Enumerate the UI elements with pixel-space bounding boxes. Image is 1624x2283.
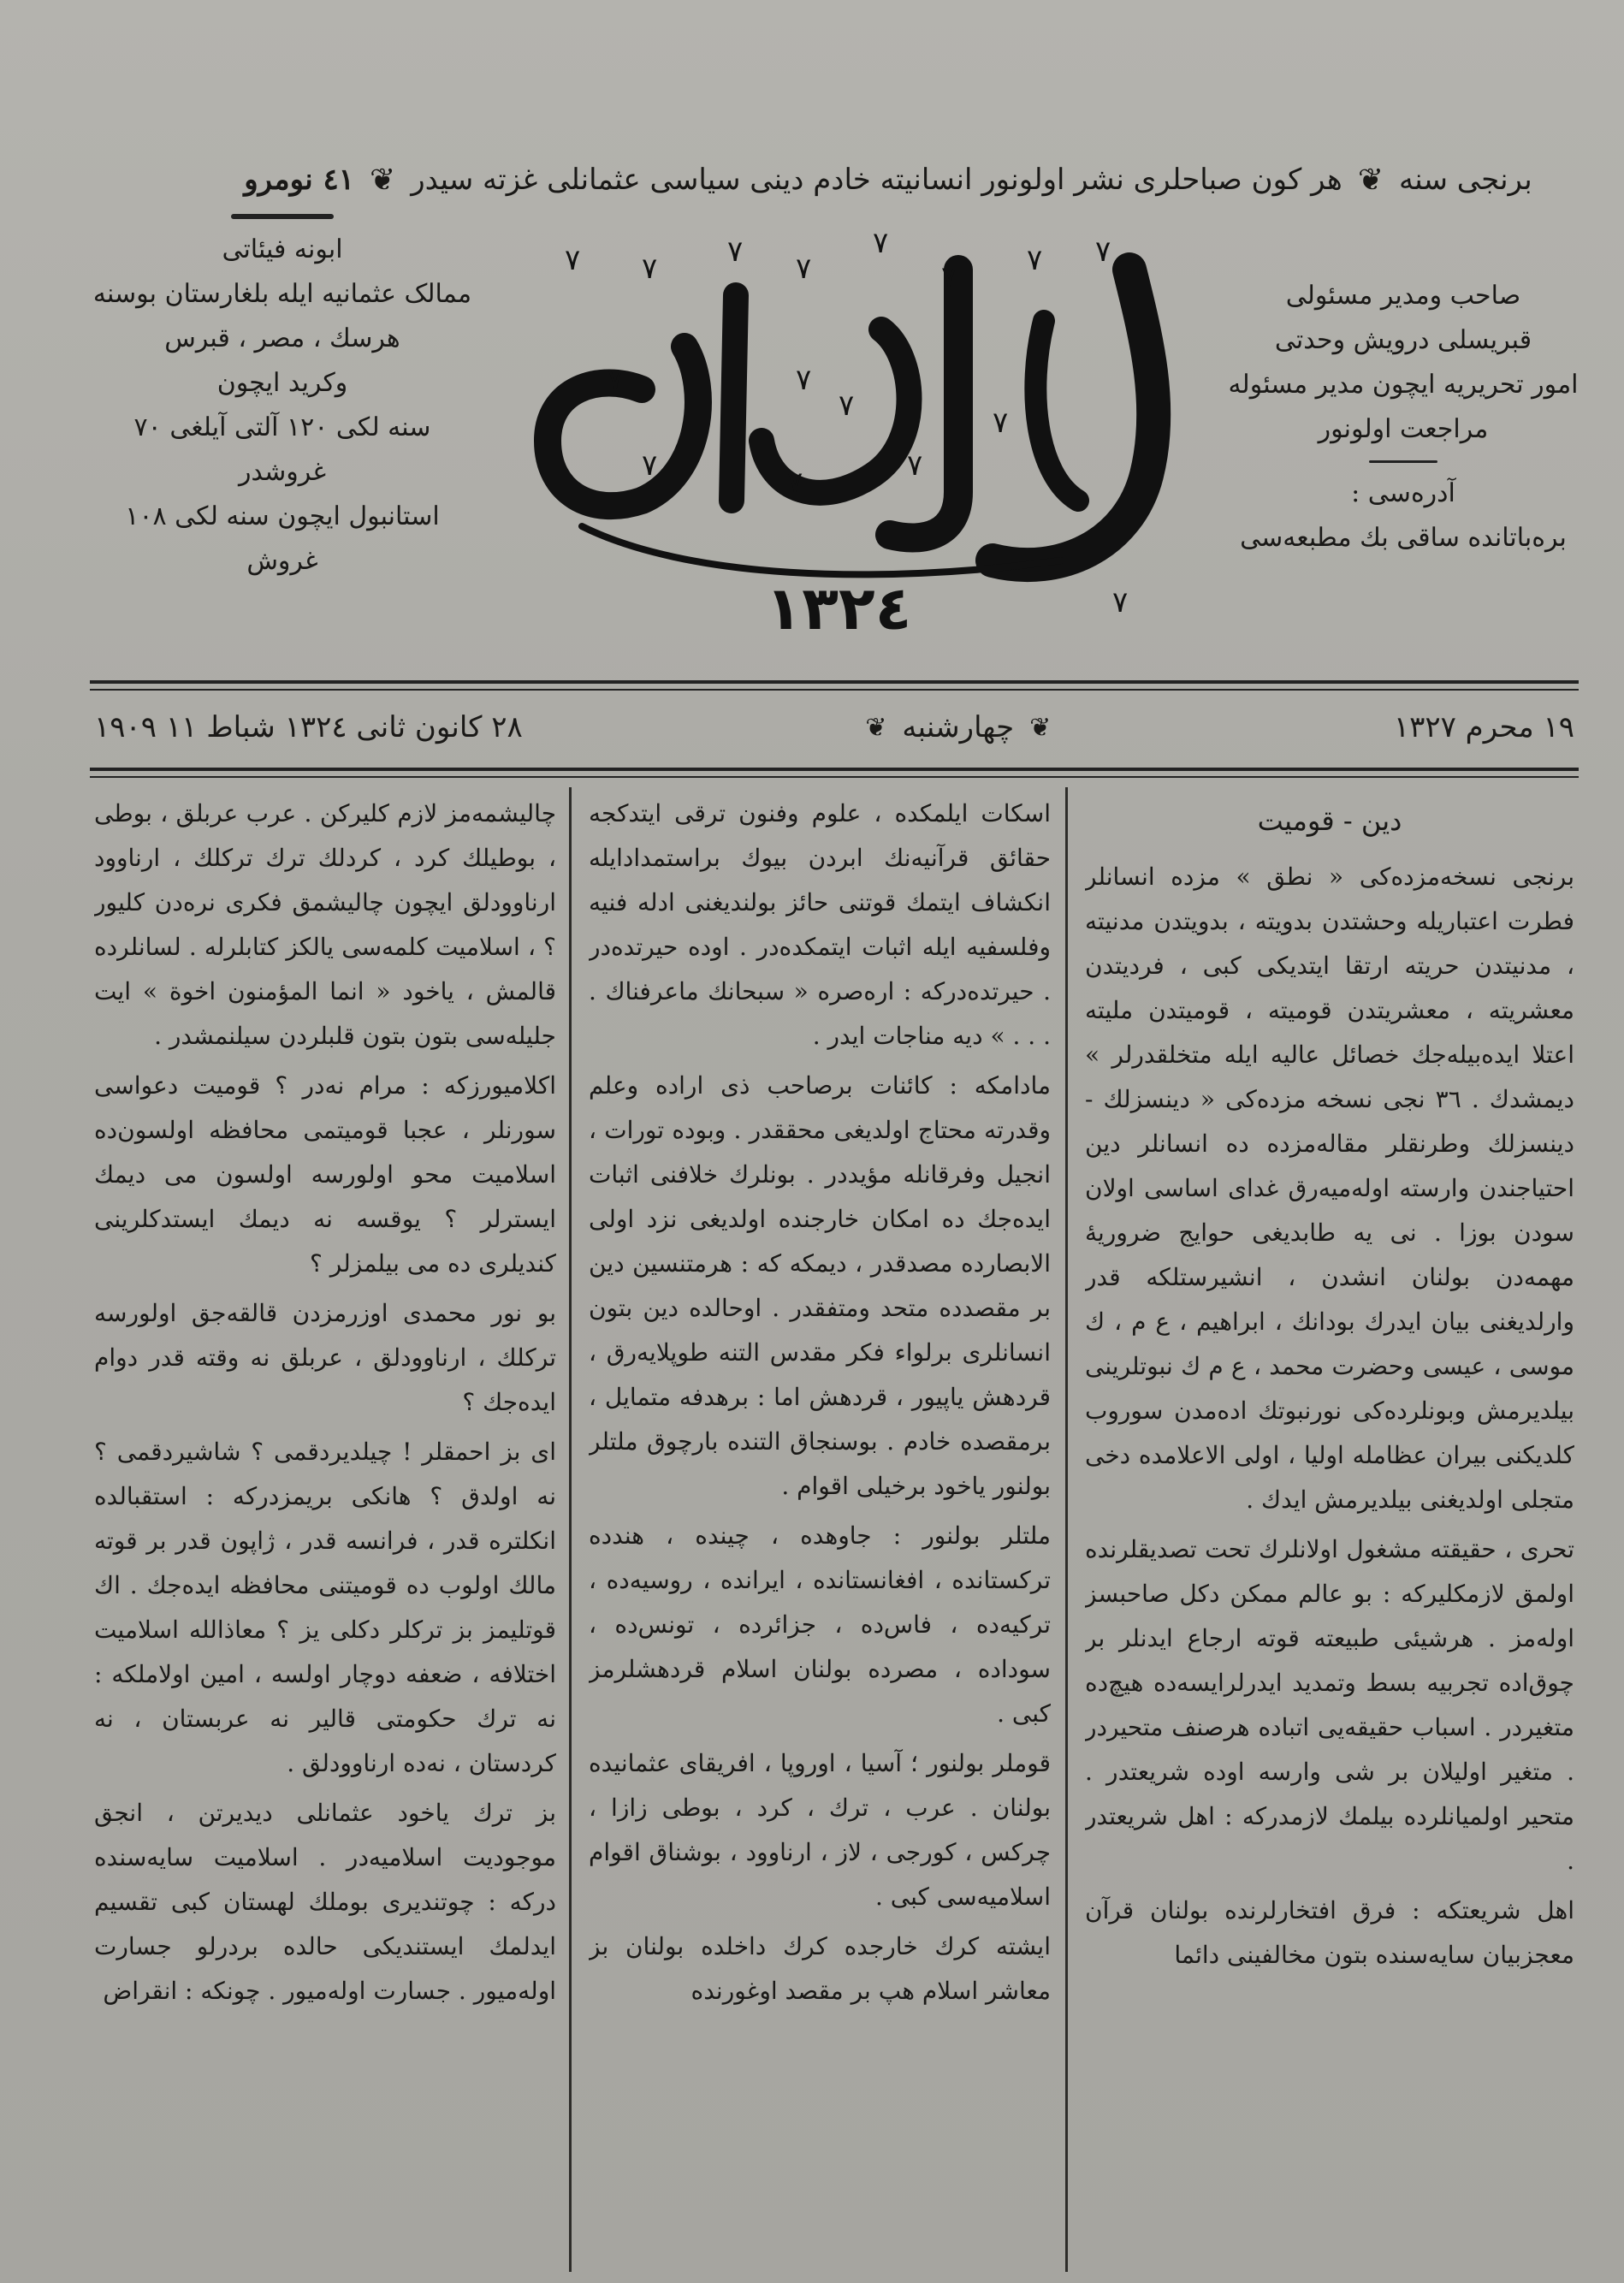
- paragraph: اکلامیورزکه : مرام نه‌در ؟ قومیت دعواسی سورنلر ، عجبا قومیتمی محافظه اولسون‌ده اسلامیت محو اولورسه اولسون می دیمك ایسترلر ؟ یوقسه نه دیمك ایستدکلرینی کندیلری ده می بیلمزلر ؟: [94, 1071, 556, 1278]
- tagline: هر کون صباحلری نشر اولونور انسانیته خادم دینی سیاسی عثمانلی غزته سیدر: [411, 163, 1342, 197]
- svg-text:٧: ٧: [608, 363, 624, 397]
- gregorian-dates: ٢٨ کانون ثانی ١٣٢٤ شباط ١١ ١٩٠٩: [94, 710, 523, 744]
- masthead-calligraphy: [513, 218, 1181, 646]
- svg-text:٧: ٧: [642, 448, 658, 483]
- svg-text:٧: ٧: [839, 388, 855, 423]
- divider: [90, 768, 1579, 771]
- editor-line: امور تحریریه ایچون مدیر مسئوله: [1228, 370, 1579, 400]
- svg-text:٧: ٧: [907, 448, 923, 483]
- divider: [90, 680, 1579, 684]
- paragraph: تحری ، حقیقته مشغول اولانلرك تحت تصدیقلرنده اولمق لازمکلیرکه : بو عالم ممکن دکل صاحبسز اوله‌مز . هرشیئی طبیعته قوته ارجاع ایدنلر بر چوق‌اده تجربیه بسط وتمدید ایدرلرایسه‌ده هیچ‌ده متغیردر . اسباب حقیقه‌یی اتباده هرصنف متحیردر . متغیر اولیلان بر شی وارسه اوده شریعتدر . متحیر اولمیانلرده بیلمك لازمدرکه : اهل شریعتدر .: [1085, 1535, 1574, 1875]
- paragraph: بز ترك یاخود عثمانلی دیدیرتن ، انجق موجودیت اسلامیه‌در . اسلامیت سایه‌سنده درکه : چوتندیری بوملك لهستان کبی تقسیم ایدلمك ایستندیکی حالده بردرلو جسارت اوله‌میور . جسارت اوله‌میور . چونکه : انقراض: [94, 1799, 556, 2005]
- address: بره‌باتانده ساقی بك مطبعه‌سی: [1240, 523, 1567, 553]
- subscription-line: ممالک عثمانیه ایله بلغارستان بوسنه: [92, 279, 472, 309]
- paragraph: مادامکه : کائنات برصاحب ذی اراده وعلم وقدرته محتاج اولدیغی محققدر . وبوده تورات ، انجیل وفرقانله مؤیددر . بونلرك خلافنی اثبات ایده‌جك ده امکان خارجنده اولدیغی نزد اولی الابصارده مصدقدر ، دیمکه که : هرمتنسین دین بر مقصدده متحد ومتفقدر . اوحالده دین بتون انسانلری برلواء فکر مقدس التنه طوپلایه‌رق ، قردهش یاپیور ، قردهش اما : برهدفه متمایل ، برمقصده خادم . بوسنجاق التنده بارچوق ملتلر بولنور یاخود برخیلی اقوام .: [589, 1071, 1051, 1500]
- subscription-title: ابونه فیئاتی: [222, 234, 343, 264]
- svg-text:٧: ٧: [727, 234, 744, 269]
- svg-text:٧: ٧: [642, 252, 658, 286]
- column-separator: [1065, 787, 1068, 2272]
- hijri-date: ١٩ محرم ١٣٢٧: [1393, 710, 1574, 744]
- paragraph: برنجی نسخه‌مزده‌کی « نطق » مزده انسانلر فطرت اعتباریله وحشتدن بدویته ، بدویتدن مدنیته ، مدنیتدن حریته ارتقا ایتدیکی کبی ، فردیتدن معشریته ، معشریتدن قومیته ، قومیتدن ملیته اعتلا ایده‌بیله‌جك خصائل عالیه ایله متخلقدرلر » دیمشدك . ٣٦ نجی نسخه مزده‌کی « دینسزلك - دینسزلك وطرنقلر مقاله‌مزده ده انسانلر دین احتیاجندن وارسته اوله‌میه‌رق غدای اساسی اولان سودن بوزا . نی یه طابدیغی حوایج ضروریهٔ مهمه‌دن بولنان انشدن ، انشیرستلکه قدر وارلدیغنی بیان ایدرك بودانك ، ابراهیم ، ع م ، ك موسی ، عیسی وحضرت محمد ، ع م ك نبوتلرینی بیلدیرمش وبونلرده‌کی نورنبوتك اده‌مدن سوروب کلدیکنی بیران عظامله اولیا ، اولی الاعلامده دخی متجلی اولدیغنی بیلدیرمش ایدك .: [1085, 863, 1574, 1514]
- year-label: برنجی سنه: [1399, 163, 1532, 197]
- subscription-line: غروشدر: [238, 457, 327, 487]
- article-column-1: [1085, 792, 1574, 2272]
- paragraph: اسکات ایلمکده ، علوم وفنون ترقی ایتدکجه حقائق قرآنیه‌نك ابردن بیوك براستمدادایله انکشاف ایتمك قوتنی حائز بولندیغنی ادله فنیه وفلسفیه ایله اثبات ایتمکده‌در . اوده حیرتده‌در . حیرتده‌درکه : اره‌صره « سبحانك ماعرفناك . . . . » دیه مناجات ایدر .: [589, 799, 1051, 1050]
- svg-text:٧: ٧: [565, 243, 581, 277]
- subscription-box: [86, 205, 479, 685]
- divider: [231, 214, 334, 219]
- masthead-tagline-row: [188, 145, 1566, 214]
- paragraph: اهل شریعتکه : فرق افتخارلرنده بولنان قرآن معجزبیان سایه‌سنده بتون مخالفینی دائما: [1085, 1896, 1574, 1969]
- editor-line: صاحب ومدیر مسئولی: [1285, 281, 1521, 311]
- ornament-icon: ❦: [865, 712, 887, 743]
- address-label: آدره‌سی :: [1351, 478, 1455, 508]
- svg-text:٧: ٧: [787, 465, 803, 500]
- paragraph: ای بز احمقلر ! چیلدیردقمی ؟ شاشیردقمی ؟ نه اولدق ؟ هانکی بریمزدرکه : استقبالده انکلتره قدر ، فرانسه قدر ، ژاپون قدر بر قوته مالك اولوب ده قومیتنی محافظه ایده‌جك . اك قوتلیمز بز ترکلر دکلی یز ؟ معاذالله اسلامیت اختلافه ، ضعفه دوچار اولسه ، امین اولاملکه : نه ترك حکومتی قالیر نه عربستان ، نه کردستان ، نه‌ده ارناوودلق .: [94, 1438, 556, 1777]
- subscription-line: غروش: [246, 546, 318, 576]
- weekday: چهارشنبه: [902, 710, 1015, 744]
- paragraph: ایشته کرك خارجده کرك داخلده بولنان بز معاشر اسلام هپ بر مقصد اوغورنده: [589, 1932, 1051, 2005]
- editor-box: [1224, 274, 1583, 650]
- subscription-line: وکرید ایچون: [216, 368, 348, 398]
- editor-line: قبریسلی درویش وحدتی: [1274, 325, 1532, 355]
- article-column-2: [589, 792, 1051, 2272]
- svg-text:٧: ٧: [1112, 585, 1129, 620]
- issue-number: ٤١ نومرو: [244, 163, 355, 197]
- svg-text:٧: ٧: [993, 406, 1009, 440]
- column-separator: [569, 787, 572, 2272]
- divider: [90, 689, 1579, 691]
- divider: [90, 776, 1579, 778]
- editor-line: مراجعت اولونور: [1318, 414, 1489, 444]
- subscription-line: هرسك ، مصر ، قبرس: [164, 323, 400, 353]
- svg-text:٧: ٧: [1027, 243, 1043, 277]
- article-column-3: [94, 792, 556, 2272]
- masthead-logo: [513, 218, 1181, 646]
- paragraph: قوملر بولنور ؛ آسیا ، اوروپا ، افریقای عثمانیده بولنان . عرب ، ترك ، کرد ، بوطی زازا ، چرکس ، کورجی ، لاز ، ارناوود ، بوشناق اقوام اسلامیه‌سی کبی .: [589, 1749, 1051, 1911]
- ornament-icon: ❦: [370, 162, 396, 198]
- svg-text:٧: ٧: [941, 260, 957, 294]
- dateline: [94, 693, 1574, 762]
- ornament-icon: ❦: [1357, 162, 1384, 198]
- paragraph: چالیشمه‌مز لازم کلیرکن . عرب عربلق ، بوطی ، بوطیلك کرد ، کردلك ترك ترکلك ، ارناوود ارناوودلق ایچون چالیشمق فکری نره‌دن کلیور ؟ ، اسلامیت کلمه‌سی یالکز کتابلرله . لسانلرده قالمش ، یاخود « انما المؤمنون اخوة » ایت جلیله‌سی بتون بتون قلبلردن سیلنمشدر .: [94, 799, 556, 1050]
- svg-text:٧: ٧: [796, 363, 812, 397]
- svg-text:٧: ٧: [873, 226, 889, 260]
- ornament-icon: ❦: [1029, 712, 1052, 743]
- subscription-line: سنه لکی ١٢٠ آلتی آیلغی ٧٠: [133, 412, 431, 442]
- svg-text:٧: ٧: [796, 252, 812, 286]
- subscription-line: استانبول ایچون سنه لکی ١٠٨: [125, 501, 440, 531]
- paragraph: بو نور محمدی اوزرمزدن قالقه‌جق اولورسه ترکلك ، ارناوودلق ، عربلق نه وقته قدر دوام ایده‌جك ؟: [94, 1299, 556, 1416]
- svg-text:٧: ٧: [1095, 234, 1111, 269]
- article-title: دین - قومیت: [1257, 804, 1402, 837]
- paragraph: ملتلر بولنور : جاوهده ، چینده ، هندده ترکستانده ، افغانستانده ، ایرانده ، روسیه‌ده ، ترکیه‌ده ، فاس‌ده ، جزائرده ، تونس‌ده ، سوداده ، مصرده بولنان اسلام قردهشلرمز کبی .: [589, 1521, 1051, 1728]
- divider: [1369, 460, 1437, 463]
- masthead-year: ١٣٢٤: [765, 573, 912, 643]
